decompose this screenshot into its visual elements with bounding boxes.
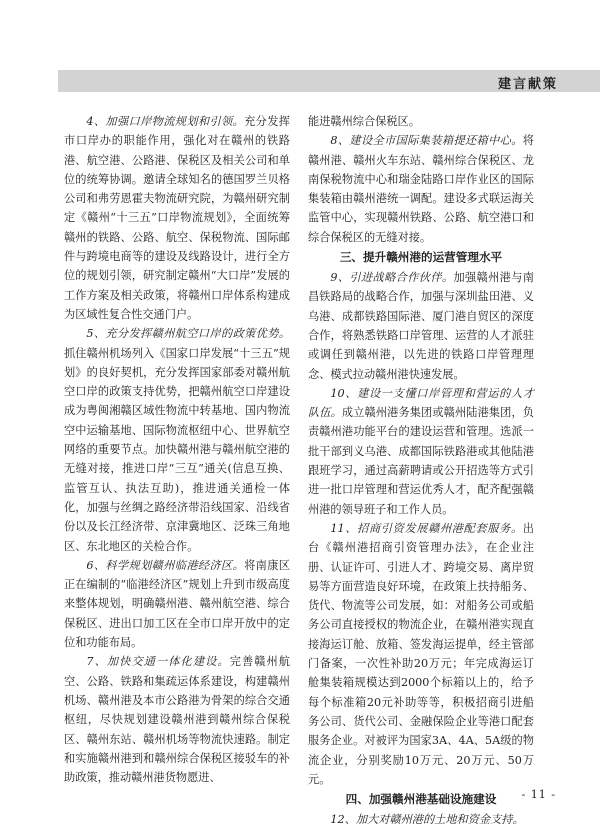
paragraph (308, 268, 534, 384)
paragraph-body: 加强赣州港与南昌铁路局的战略合作，加强与深圳盐田港、义乌港、成都铁路国际港、厦门港自贸区的深度合作，将熟悉铁路口岸管理、运营的人才派驻或调任到赣州港，以先进的铁路口岸管理理念、模式拉动赣州港快速发展。 (308, 271, 534, 381)
left-text-column (64, 112, 290, 787)
right-text-column (308, 112, 534, 829)
paragraph-lead: 7、加快交通一体化建设。 (86, 655, 230, 669)
paragraph-lead: 8、建设全市国际集装箱提还箱中心。 (330, 134, 523, 148)
paragraph-body: 成立赣州港务集团或赣州陆港集团，负责赣州港功能平台的建设运营和管理。选派一批干部到义乌港、成都国际铁路港或其他陆港跟班学习，通过高薪聘请或公开招选等方式引进一批口岸管理和营运优秀人才，配齐配强赣州港的领导班子和工作人员。 (308, 406, 534, 516)
page-number: - 11 - (521, 788, 556, 801)
section-heading: 三、提升赣州港的运营管理水平 (339, 250, 503, 265)
paragraph-lead: 12、加大对赣州港的土地和资金支持。 (330, 813, 524, 827)
paragraph (64, 652, 290, 787)
paragraph-body: 充分发挥市口岸办的职能作用，强化对在赣州的铁路港、航空港、公路港、保税区及相关公司和单位的统筹协调。邀请全球知名的德国罗兰贝格公司和弗劳恩霍夫物流研究院，为赣州研究制定《赣州“十三五”口岸物流规划》，全面统筹赣州的铁路、公路、航空、保税物流、国际邮件与跨境电商等的建设及线路设计，进行全方位的规划引领，研究制定赣州“大口岸”发展的工作方案及相关政策，将赣州口岸体系构建成为区域性复合性交通门户。 (64, 115, 290, 321)
paragraph (308, 112, 534, 131)
paragraph (64, 112, 290, 324)
paragraph (64, 556, 290, 652)
paragraph-lead: 6、科学规划赣州临港经济区。 (86, 558, 245, 572)
paragraph-body: 抓住赣州机场列入《国家口岸发展“十三五”规划》的良好契机，充分发挥国家部委对赣州航空口岸的政策支持优势，把赣州航空口岸建设成为粤闽湘赣区域性物流中转基地、国内物流空中运输基地、国际物流枢纽中心、世界航空网络的重要节点。加快赣州港与赣州航空港的无缝对接，推进口岸“三互”通关(信息互换、监管互认、执法互助)，推进通关通检一体化，加强与丝绸之路经济带沿线国家、沿线省份以及长江经济带、京津冀地区、泛珠三角地区、东北地区的关检合作。 (64, 346, 290, 553)
paragraph (64, 324, 290, 556)
paragraph-lead: 5、充分发挥赣州航空口岸的政策优势。 (86, 327, 290, 341)
paragraph-body: 将南康区正在编制的“临港经济区”规划上升到市级高度来整体规划，明确赣州港、赣州航空港、综合保税区、进出口加工区在全市口岸开放中的定位和功能布局。 (64, 558, 290, 650)
paragraph-lead: 4、加强口岸物流规划和引领。 (86, 115, 245, 128)
paragraph (308, 519, 534, 789)
paragraph-lead: 10、建设一支懂口岸管理和营运的人才队伍。 (308, 386, 534, 420)
paragraph-body: 能进赣州综合保税区。 (308, 115, 420, 128)
paragraph (308, 131, 534, 247)
paragraph (308, 384, 534, 519)
paragraph-body: 将赣州港、赣州火车东站、赣州综合保税区、龙南保税物流中心和瑞金陆路口岸作业区的国际集装箱由赣州港统一调配。建设多式联运海关监管中心，实现赣州铁路、公路、航空港口和综合保税区的无缝对接。 (308, 134, 534, 244)
section-title: 建言献策 (497, 77, 558, 92)
paragraph-body: 出台《赣州港招商引资管理办法》，在企业注册、认证许可、引进人才、跨境交易、离岸贸易等方面营造良好环境，在政策上扶持船务、货代、物流等公司发展，如：对船务公司或船务公司直接授权的物流企业，在赣州港实现直接海运订舱、放箱、签发海运提单，经主管部门备案，一次性补助20万元；年完成海运订舱集装箱规模达到2000个标箱以上的，给予每个标准箱20元补助等等，积极招商引进船务公司、货代公司、金融保险企业等港口配套服务企业。对被评为国家3A、4A、5A级的物流企业，分别奖励10万元、20万元、50万元。 (308, 521, 534, 786)
section-heading: 四、加强赣州港基础设施建设 (345, 792, 497, 807)
paragraph-lead: 9、引进战略合作伙伴。 (330, 271, 454, 285)
paragraph-body: 完善赣州航空、公路、铁路和集疏运体系建设，构建赣州机场、赣州港及本市公路港为骨架的综合交通枢纽，尽快规划建设赣州港到赣州综合保税区、赣州东站、赣州机场等物流快速路。制定和实施赣州港到和赣州综合保税区接驳车的补助政策，推动赣州港货物愿进、 (64, 655, 290, 785)
paragraph-lead: 11、招商引资发展赣州港配套服务。 (330, 521, 523, 535)
